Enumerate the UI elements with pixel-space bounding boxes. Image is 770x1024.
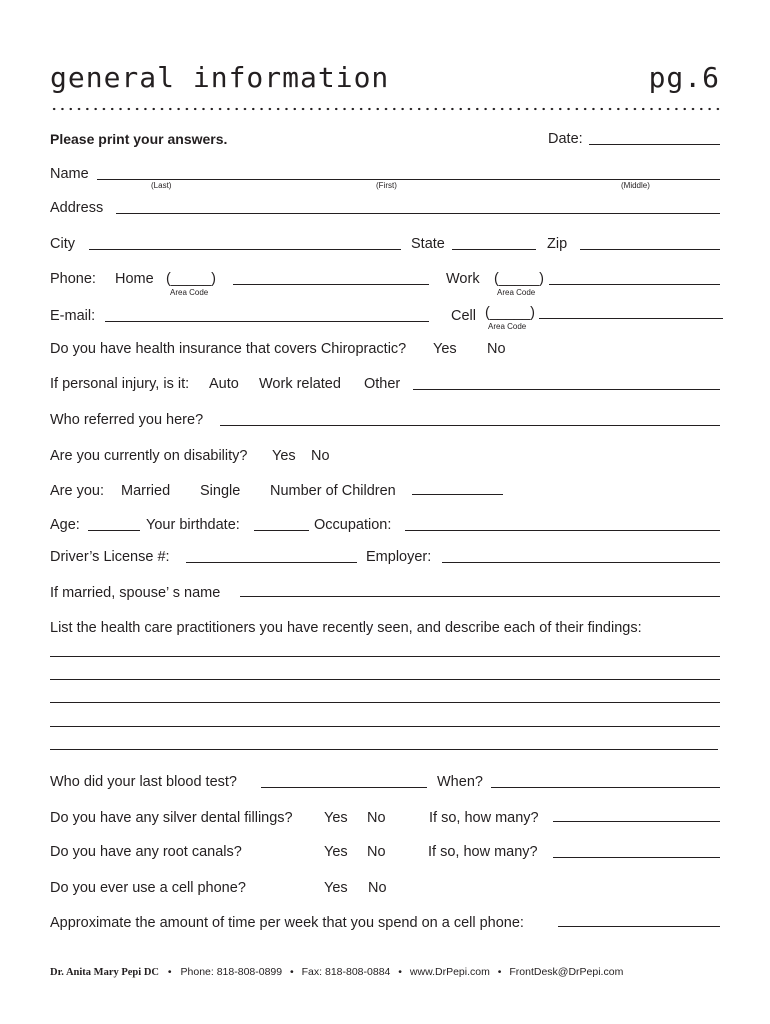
disability-question: Are you currently on disability?	[50, 448, 248, 464]
name-label: Name	[50, 166, 89, 182]
license-field[interactable]	[186, 562, 357, 563]
cell-phone-question: Do you ever use a cell phone?	[50, 880, 246, 896]
home-area-code-hint: Area Code	[170, 288, 209, 297]
email-label: E-mail:	[50, 308, 96, 324]
phone-cell-label: Cell	[451, 308, 476, 324]
marital-label: Are you:	[50, 483, 104, 499]
address-label: Address	[50, 200, 104, 216]
blood-test-when-label: When?	[437, 774, 483, 790]
name-last-hint: (Last)	[151, 181, 172, 190]
practitioners-line[interactable]	[50, 749, 718, 750]
home-area-code-field[interactable]: (_____)	[166, 271, 216, 287]
cell-area-code-hint: Area Code	[488, 322, 527, 331]
insurance-question: Do you have health insurance that covers Chiropractic?	[50, 341, 407, 357]
root-canals-no-option[interactable]: No	[367, 844, 386, 860]
footer-bullet: •	[290, 966, 294, 978]
injury-question: If personal injury, is it:	[50, 376, 190, 392]
insurance-no-option[interactable]: No	[487, 341, 506, 357]
insurance-yes-option[interactable]: Yes	[433, 341, 457, 357]
employer-label: Employer:	[366, 549, 432, 565]
city-label: City	[50, 236, 75, 252]
footer-phone: Phone: 818-808-0899	[180, 966, 283, 978]
injury-work-related-option[interactable]: Work related	[259, 376, 341, 392]
name-field[interactable]	[97, 179, 720, 180]
married-option[interactable]: Married	[121, 483, 171, 499]
city-field[interactable]	[89, 249, 401, 250]
employer-field[interactable]	[442, 562, 720, 563]
page-title: general information	[50, 61, 390, 94]
phone-work-label: Work	[446, 271, 480, 287]
name-middle-hint: (Middle)	[621, 181, 650, 190]
footer-bullet: •	[497, 966, 502, 978]
footer-website-link[interactable]: www.DrPepi.com	[409, 966, 490, 978]
date-label: Date:	[548, 131, 583, 147]
phone-home-label: Home	[115, 271, 154, 287]
instructions: Please print your answers.	[50, 131, 228, 147]
cell-phone-no-option[interactable]: No	[368, 880, 387, 896]
children-field[interactable]	[412, 494, 503, 495]
address-field[interactable]	[116, 213, 720, 214]
footer-bullet: •	[398, 966, 402, 978]
occupation-field[interactable]	[405, 530, 720, 531]
root-canals-question: Do you have any root canals?	[50, 844, 242, 860]
practitioners-line[interactable]	[50, 656, 720, 657]
spouse-field[interactable]	[240, 596, 720, 597]
referred-label: Who referred you here?	[50, 412, 204, 428]
dotted-divider	[50, 107, 720, 111]
home-phone-field[interactable]	[233, 284, 429, 285]
cell-area-code-field[interactable]: (_____)	[485, 305, 535, 321]
footer-doctor: Dr. Anita Mary Pepi DC	[50, 967, 159, 978]
birthdate-label: Your birthdate:	[146, 517, 240, 533]
root-canals-yes-option[interactable]: Yes	[324, 844, 348, 860]
blood-test-question: Who did your last blood test?	[50, 774, 237, 790]
single-option[interactable]: Single	[200, 483, 241, 499]
injury-other-option[interactable]: Other	[364, 376, 401, 392]
state-label: State	[411, 236, 445, 252]
name-first-hint: (First)	[376, 181, 397, 190]
root-canals-how-many-label: If so, how many?	[428, 844, 538, 860]
footer-bullet: •	[167, 966, 172, 978]
page-number: pg.6	[648, 61, 720, 94]
work-phone-field[interactable]	[549, 284, 720, 285]
blood-test-field[interactable]	[261, 787, 427, 788]
disability-yes-option[interactable]: Yes	[272, 448, 296, 464]
footer-email-link[interactable]: FrontDesk@DrPepi.com	[509, 966, 624, 978]
cell-time-label: Approximate the amount of time per week that you spend on a cell phone:	[50, 915, 524, 931]
disability-no-option[interactable]: No	[311, 448, 330, 464]
license-label: Driver’s License #:	[50, 549, 170, 565]
practitioners-label: List the health care practitioners you have recently seen, and describe each of their findings:	[50, 620, 642, 636]
footer-fax: Fax: 818-808-0884	[301, 966, 391, 978]
fillings-how-many-label: If so, how many?	[429, 810, 539, 826]
state-field[interactable]	[452, 249, 536, 250]
email-field[interactable]	[105, 321, 429, 322]
cell-time-field[interactable]	[558, 926, 720, 927]
zip-label: Zip	[547, 236, 568, 252]
cell-phone-yes-option[interactable]: Yes	[324, 880, 348, 896]
birthdate-field[interactable]	[254, 530, 309, 531]
root-canals-how-many-field[interactable]	[553, 857, 720, 858]
practitioners-line[interactable]	[50, 679, 720, 680]
injury-other-field[interactable]	[413, 389, 720, 390]
fillings-question: Do you have any silver dental fillings?	[50, 810, 293, 826]
phone-label: Phone:	[50, 271, 96, 287]
age-field[interactable]	[88, 530, 140, 531]
fillings-no-option[interactable]: No	[367, 810, 386, 826]
work-area-code-hint: Area Code	[497, 288, 536, 297]
work-area-code-field[interactable]: (_____)	[494, 271, 544, 287]
date-field[interactable]	[589, 144, 720, 145]
zip-field[interactable]	[580, 249, 720, 250]
fillings-yes-option[interactable]: Yes	[324, 810, 348, 826]
injury-auto-option[interactable]: Auto	[209, 376, 239, 392]
practitioners-line[interactable]	[50, 702, 720, 703]
age-label: Age:	[50, 517, 80, 533]
spouse-label: If married, spouse’ s name	[50, 585, 221, 601]
footer	[50, 967, 623, 979]
children-label: Number of Children	[270, 483, 396, 499]
referred-field[interactable]	[220, 425, 720, 426]
practitioners-line[interactable]	[50, 726, 720, 727]
blood-test-when-field[interactable]	[491, 787, 720, 788]
fillings-how-many-field[interactable]	[553, 821, 720, 822]
cell-phone-field[interactable]	[539, 318, 723, 319]
occupation-label: Occupation:	[314, 517, 392, 533]
